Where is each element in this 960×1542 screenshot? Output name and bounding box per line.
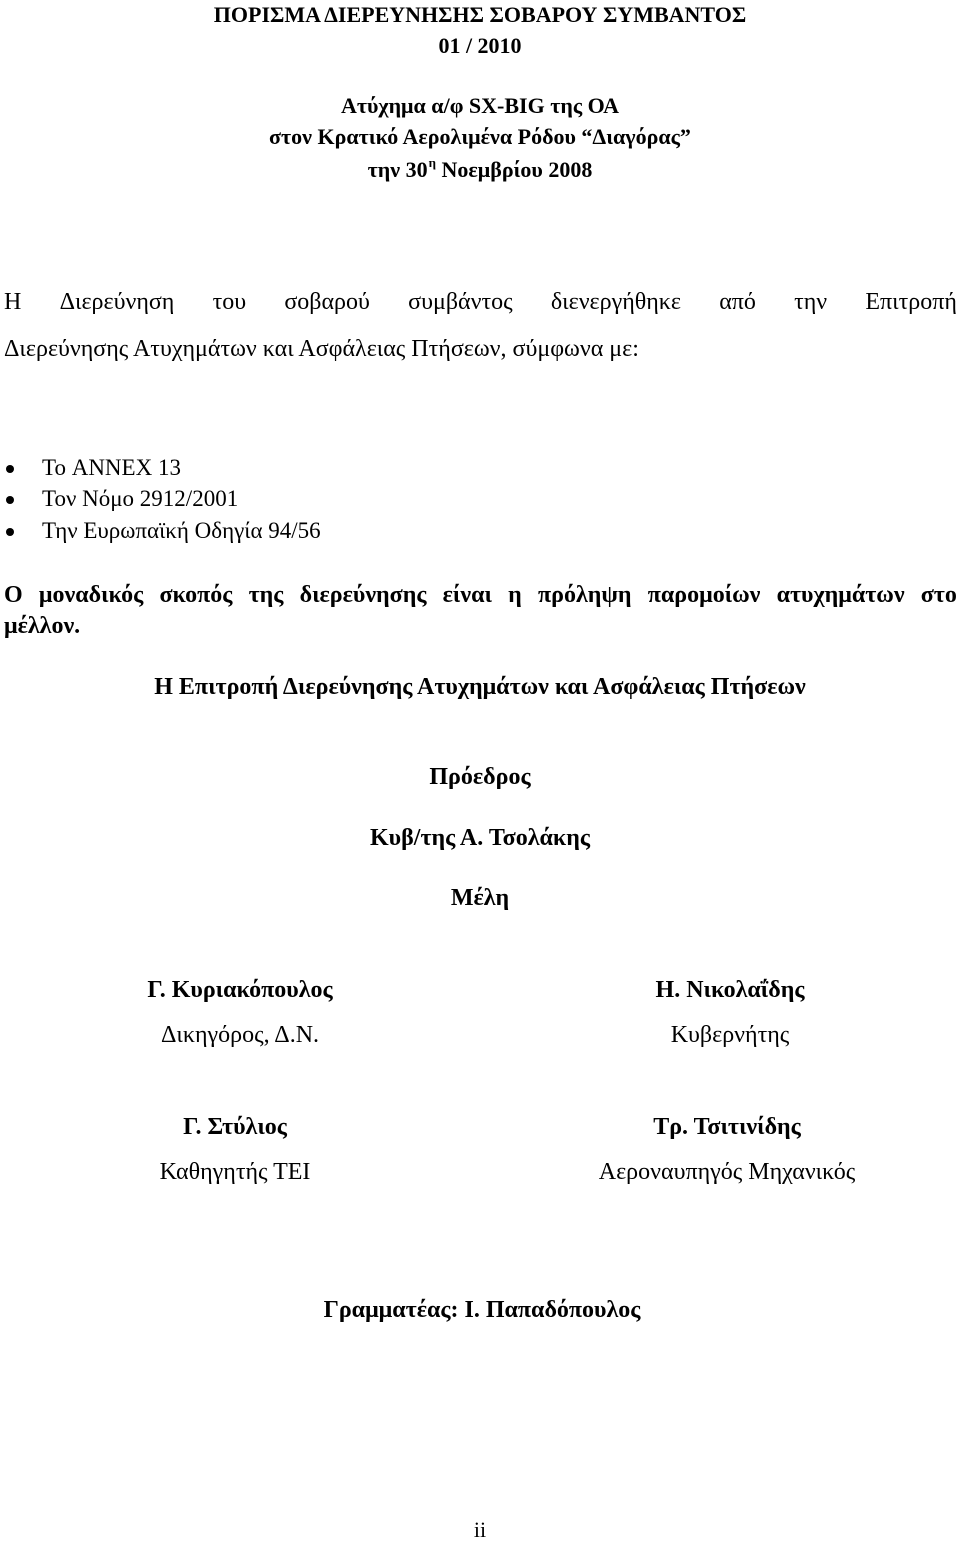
- member-role: Κυβερνήτης: [670, 1022, 790, 1048]
- purpose-line-2: μέλλον.: [4, 613, 81, 639]
- member-role: Αεροναυπηγός Μηχανικός: [598, 1159, 856, 1185]
- bullet-icon: [6, 528, 14, 536]
- intro-word: την: [794, 289, 828, 315]
- member-role: Καθηγητής ΤΕΙ: [159, 1159, 311, 1185]
- reference-item: Την Ευρωπαϊκή Οδηγία 94/56: [42, 518, 321, 543]
- purpose-word: στο: [920, 582, 957, 608]
- reference-item: Τον Νόμο 2912/2001: [42, 486, 239, 511]
- intro-line-1: [4, 290, 957, 314]
- purpose-word: σκοπός: [159, 582, 233, 608]
- purpose-word: η: [508, 582, 522, 608]
- date-month-year: Νοεμβρίου 2008: [441, 157, 593, 182]
- purpose-word: διερεύνησης: [299, 582, 427, 608]
- intro-word: σοβαρού: [284, 289, 370, 315]
- member-name: Γ. Κυριακόπουλος: [147, 977, 333, 1003]
- date-day: την 30: [367, 157, 428, 182]
- member-role: Δικηγόρος, Δ.Ν.: [160, 1022, 320, 1048]
- intro-word: διενεργήθηκε: [550, 289, 681, 315]
- purpose-word: πρόληψη: [537, 582, 632, 608]
- purpose-word: Ο: [4, 582, 23, 608]
- purpose-word: ατυχημάτων: [776, 582, 905, 608]
- member-name: Η. Νικολαΐδης: [655, 977, 805, 1003]
- intro-word: Η: [4, 289, 22, 315]
- date-line: [0, 156, 960, 181]
- bullet-icon: [6, 496, 14, 504]
- members-title: Μέλη: [450, 885, 510, 911]
- purpose-word: της: [248, 582, 284, 608]
- purpose-word: είναι: [442, 582, 492, 608]
- date-ordinal: η: [428, 155, 436, 170]
- intro-word: από: [719, 289, 756, 315]
- accident-line: Ατύχημα α/φ SX-BIG της ΟΑ: [340, 93, 620, 118]
- purpose-word: μοναδικός: [38, 582, 144, 608]
- intro-word: Διερεύνηση: [59, 289, 175, 315]
- reference-item: Το ANNEX 13: [42, 455, 181, 480]
- bullet-icon: [6, 465, 14, 473]
- report-title: ΠΟΡΙΣΜΑ ΔΙΕΡΕΥΝΗΣΗΣ ΣΟΒΑΡΟΥ ΣΥΜΒΑΝΤΟΣ: [213, 2, 747, 27]
- purpose-line-1: [4, 583, 957, 607]
- report-number: 01 / 2010: [438, 33, 522, 58]
- intro-word: Επιτροπή: [865, 289, 957, 315]
- intro-word: συμβάντος: [408, 289, 513, 315]
- purpose-word: παρομοίων: [647, 582, 761, 608]
- page-number: ii: [473, 1517, 487, 1542]
- chair-title: Πρόεδρος: [429, 764, 531, 790]
- intro-word: του: [212, 289, 247, 315]
- secretary: Γραμματέας: Ι. Παπαδόπουλος: [323, 1297, 641, 1323]
- chair-name: Κυβ/της Α. Τσολάκης: [370, 825, 590, 851]
- intro-line-2: Διερεύνησης Ατυχημάτων και Ασφάλειας Πτήσεων, σύμφωνα με:: [4, 336, 639, 362]
- member-name: Γ. Στύλιος: [183, 1114, 287, 1140]
- member-name: Τρ. Τσιτινίδης: [653, 1114, 801, 1140]
- location-line: στον Κρατικό Αερολιμένα Ρόδου “Διαγόρας”: [269, 124, 691, 149]
- committee-name: Η Επιτροπή Διερεύνησης Ατυχημάτων και Ασφάλειας Πτήσεων: [154, 674, 806, 700]
